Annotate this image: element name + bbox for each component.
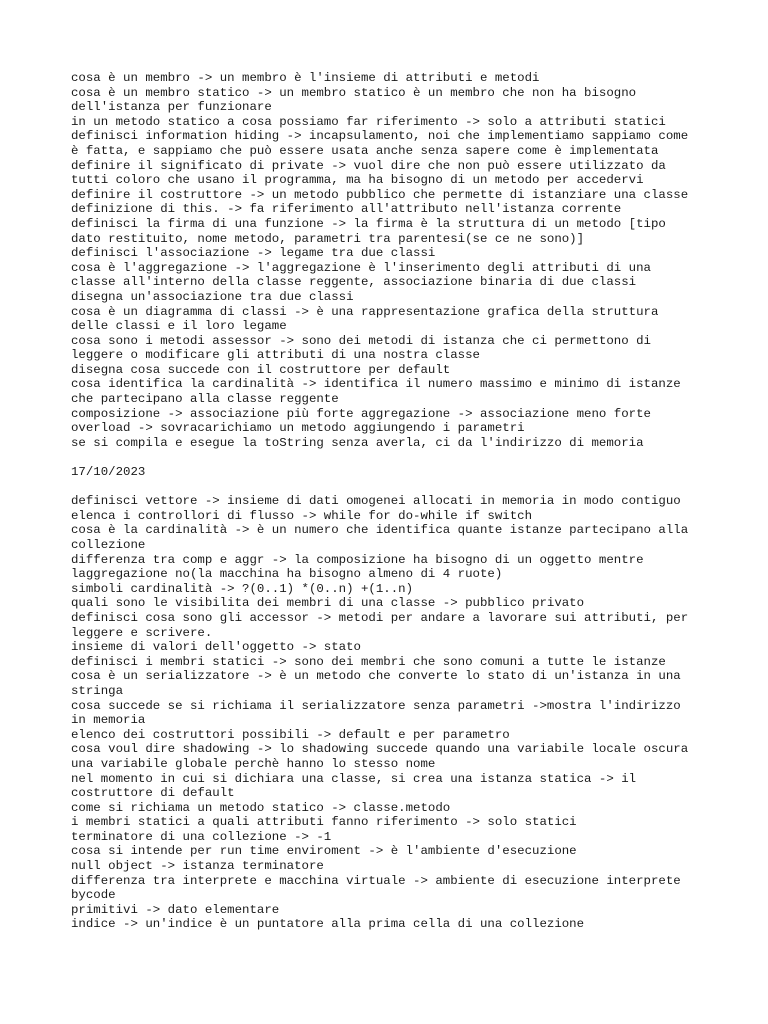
blank-line [71, 480, 701, 495]
text-line: dell'istanza per funzionare [71, 100, 272, 115]
text-line: elenca i controllori di flusso -> while for do-while if switch [71, 508, 533, 523]
text-line: composizione -> associazione più forte aggregazione -> associazione meno forte [71, 406, 651, 421]
text-line: leggere e scrivere. [71, 625, 213, 640]
text-line: cosa voul dire shadowing -> lo shadowing succede quando una variabile locale oscura [71, 742, 689, 757]
document-text [71, 71, 701, 932]
text-line: cosa si intende per run time enviroment -> è l'ambiente d'esecuzione [71, 844, 577, 859]
text-line: terminatore di una collezione -> -1 [71, 829, 332, 844]
text-line: definisci la firma di una funzione -> la firma è la struttura di un metodo [tipo [71, 216, 666, 231]
text-line: definisci i membri statici -> sono dei membri che sono comuni a tutte le istanze [71, 654, 666, 669]
text-line: insieme di valori dell'oggetto -> stato [71, 640, 361, 655]
text-line: cosa identifica la cardinalità -> identifica il numero massimo e minimo di istanze [71, 377, 681, 392]
text-line: come si richiama un metodo statico -> classe.metodo [71, 800, 451, 815]
text-line: disegna cosa succede con il costruttore per default [71, 362, 451, 377]
text-line: in un metodo statico a cosa possiamo far riferimento -> solo a attributi statici [71, 114, 666, 129]
text-line: stringa [71, 683, 124, 698]
text-line: disegna un'associazione tra due classi [71, 289, 354, 304]
text-line: cosa è un membro -> un membro è l'insieme di attributi e metodi [71, 71, 540, 85]
text-line: è fatta, e sappiamo che può essere usata anche senza sapere come è implementata [71, 143, 659, 158]
text-line: overload -> sovracarichiamo un metodo aggiungendo i parametri [71, 421, 525, 436]
text-line: dato restituito, nome metodo, parametri tra parentesi(se ce ne sono)] [71, 231, 585, 246]
text-line: cosa è un membro statico -> un membro statico è un membro che non ha bisogno [71, 85, 637, 100]
text-line: cosa sono i metodi assessor -> sono dei metodi di istanza che ci permettono di [71, 333, 651, 348]
text-line: classe all'interno della classe reggente, associazione binaria di due classi [71, 275, 637, 290]
notes-section-2 [71, 494, 701, 932]
text-line: definisci l'associazione -> legame tra due classi [71, 246, 436, 261]
text-line: collezione [71, 538, 146, 552]
text-line: cosa è un diagramma di classi -> è una rappresentazione grafica della struttura [71, 304, 659, 319]
text-line: primitivi -> dato elementare [71, 902, 280, 917]
text-line: indice -> un'indice è un puntatore alla prima cella di una collezione [71, 917, 585, 932]
text-line: costruttore di default [71, 786, 235, 801]
text-line: simboli cardinalità -> ?(0..1) *(0..n) +(1..n) [71, 581, 414, 596]
text-line: leggere o modificare gli attributi di una nostra classe [71, 348, 480, 363]
text-line: se si compila e esegue la toString senza averla, ci da l'indirizzo di memoria [71, 435, 644, 450]
text-line: differenza tra comp e aggr -> la composizione ha bisogno di un oggetto mentre [71, 552, 644, 567]
text-line: una variabile globale perchè hanno lo stesso nome [71, 756, 436, 771]
blank-line [71, 450, 701, 465]
text-line: nel momento in cui si dichiara una classe, si crea una istanza statica -> il [71, 771, 637, 786]
text-line: tutti coloro che usano il programma, ma ha bisogno di un metodo per accedervi [71, 173, 644, 188]
text-line: definizione di this. -> fa riferimento all'attributo nell'istanza corrente [71, 202, 622, 217]
text-line: definire il costruttore -> un metodo pubblico che permette di istanziare una classe [71, 187, 689, 202]
text-line: cosa è l'aggregazione -> l'aggregazione è l'inserimento degli attributi di una [71, 260, 651, 275]
text-line: definisci vettore -> insieme di dati omogenei allocati in memoria in modo contiguo [71, 494, 681, 509]
text-line: quali sono le visibilita dei membri di una classe -> pubblico privato [71, 596, 585, 611]
text-line: cosa è la cardinalità -> è un numero che identifica quante istanze partecipano alla [71, 523, 689, 538]
text-line: null object -> istanza terminatore [71, 859, 324, 874]
text-line: in memoria [71, 713, 146, 728]
text-line: definisci information hiding -> incapsulamento, noi che implementiamo sappiamo come [71, 129, 689, 144]
text-line: bycode [71, 888, 116, 903]
text-line: cosa succede se si richiama il serializzatore senza parametri ->mostra l'indirizzo [71, 698, 681, 713]
notes-section-1 [71, 71, 701, 450]
text-line: che partecipano alla classe reggente [71, 392, 339, 407]
text-line: elenco dei costruttori possibili -> default e per parametro [71, 727, 510, 742]
text-line: laggregazione no(la macchina ha bisogno almeno di 4 ruote) [71, 567, 503, 582]
text-line: definire il significato di private -> vuol dire che non può essere utilizzato da [71, 158, 666, 173]
text-line: i membri statici a quali attributi fanno riferimento -> solo statici [71, 815, 577, 830]
text-line: delle classi e il loro legame [71, 319, 287, 334]
text-line: definisci cosa sono gli accessor -> metodi per andare a lavorare sui attributi, per [71, 610, 689, 625]
text-line: differenza tra interprete e macchina virtuale -> ambiente di esecuzione interprete [71, 873, 681, 888]
date-heading: 17/10/2023 [71, 465, 146, 480]
text-line: cosa è un serializzatore -> è un metodo che converte lo stato di un'istanza in una [71, 669, 681, 684]
